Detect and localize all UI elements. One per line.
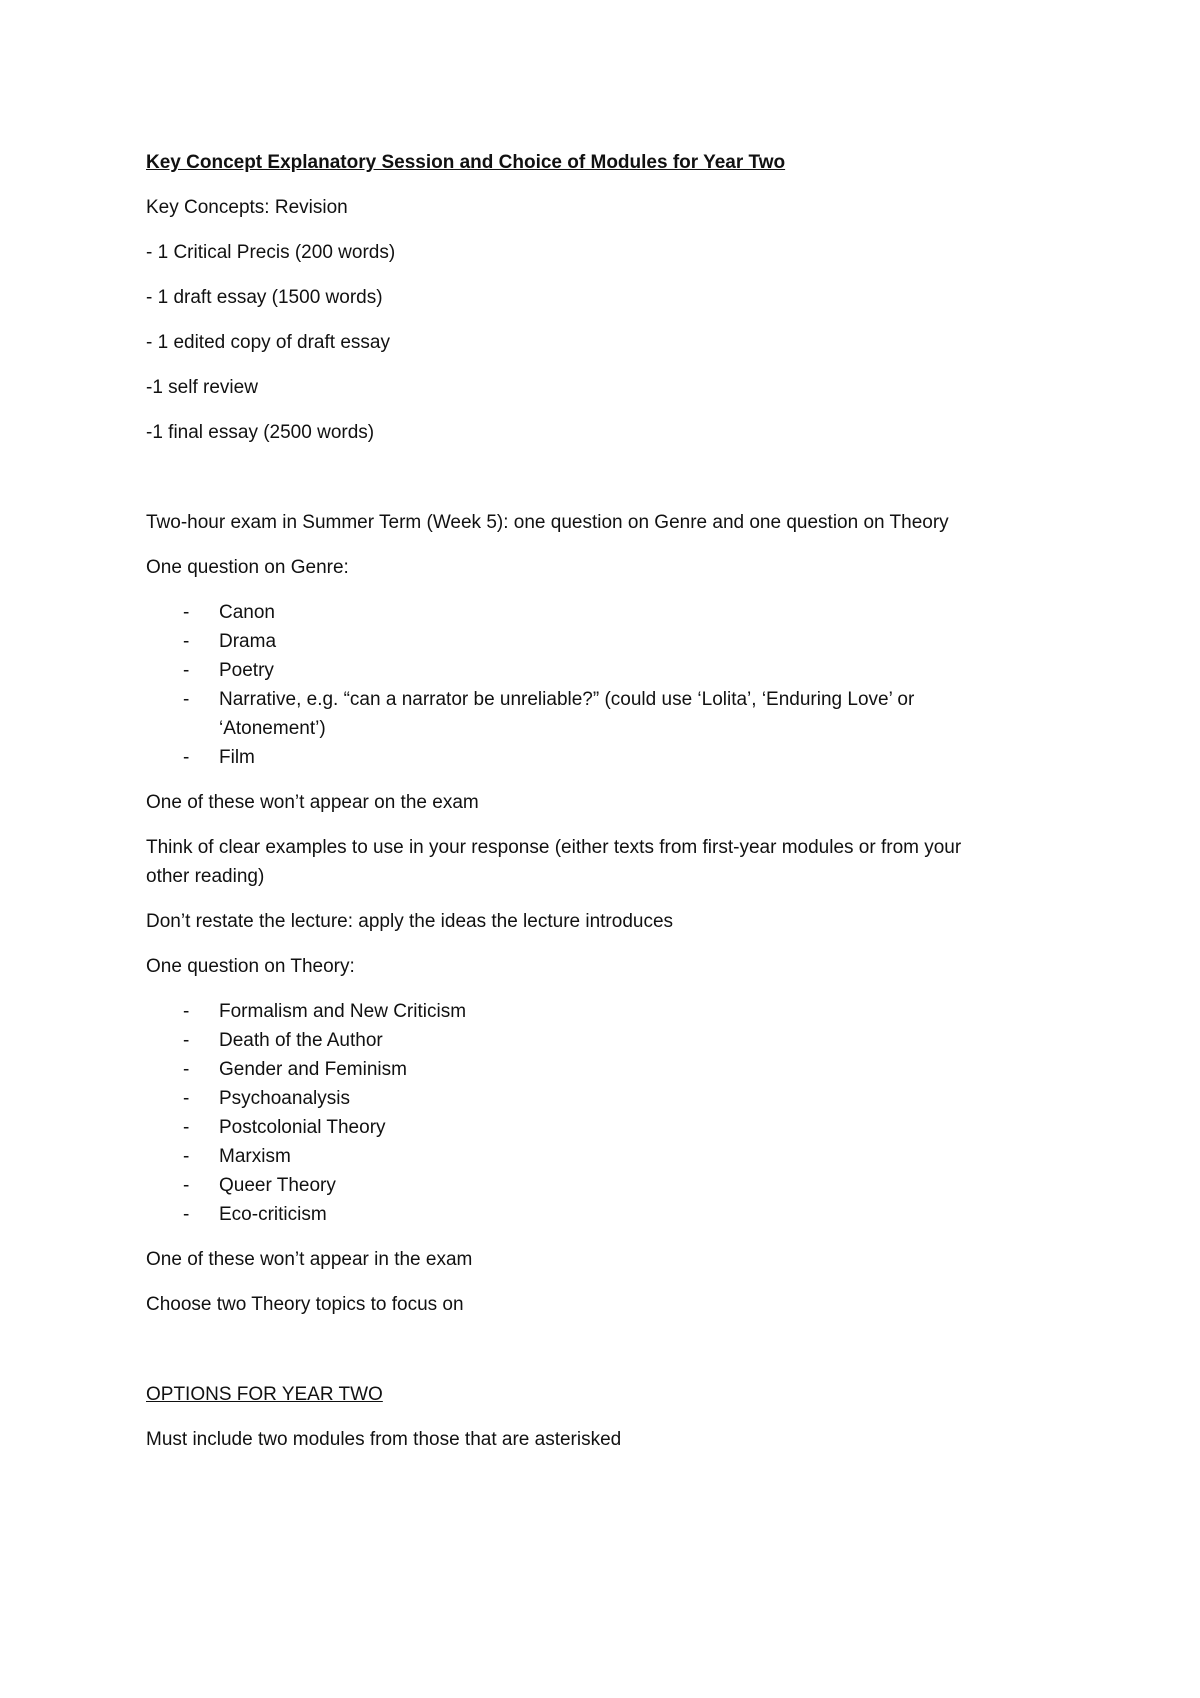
theory-heading: One question on Theory: xyxy=(146,956,355,977)
list-item xyxy=(146,685,1046,743)
list-item xyxy=(146,1142,1046,1171)
list-marker: - xyxy=(183,1030,190,1051)
list-marker: - xyxy=(183,1001,190,1022)
revision-item: - 1 edited copy of draft essay xyxy=(146,332,390,353)
key-concepts-heading: Key Concepts: Revision xyxy=(146,197,348,218)
list-item xyxy=(146,1084,1046,1113)
list-marker: - xyxy=(183,1146,190,1167)
genre-item: Film xyxy=(219,747,255,768)
theory-item: Gender and Feminism xyxy=(219,1059,407,1080)
list-marker: - xyxy=(183,1175,190,1196)
exam-intro: Two-hour exam in Summer Term (Week 5): one question on Genre and one question on Theory xyxy=(146,512,949,533)
list-item xyxy=(146,656,1046,685)
genre-item: Poetry xyxy=(219,660,274,681)
document-title: Key Concept Explanatory Session and Choice of Modules for Year Two xyxy=(146,152,786,173)
genre-item: Narrative, e.g. “can a narrator be unreliable?” (could use ‘Lolita’, ‘Enduring Love’ or ‘Atonement’) xyxy=(219,689,915,739)
theory-item: Formalism and New Criticism xyxy=(219,1001,467,1022)
genre-item: Drama xyxy=(219,631,277,652)
genre-heading: One question on Genre: xyxy=(146,557,349,578)
list-item xyxy=(146,627,1046,656)
list-item xyxy=(146,743,1046,772)
list-item xyxy=(146,997,1046,1026)
theory-item: Postcolonial Theory xyxy=(219,1117,386,1138)
spacer xyxy=(146,463,1046,508)
theory-item: Queer Theory xyxy=(219,1175,336,1196)
examples-note: Think of clear examples to use in your response (either texts from first-year modules or from your other reading) xyxy=(146,837,962,887)
theory-note: One of these won’t appear in the exam xyxy=(146,1249,473,1270)
list-marker: - xyxy=(183,689,190,710)
theory-item: Psychoanalysis xyxy=(219,1088,350,1109)
list-item xyxy=(146,1026,1046,1055)
list-marker: - xyxy=(183,747,190,768)
theory-item: Death of the Author xyxy=(219,1030,383,1051)
theory-item: Eco-criticism xyxy=(219,1204,327,1225)
spacer xyxy=(146,1335,1046,1380)
revision-item: -1 final essay (2500 words) xyxy=(146,422,375,443)
theory-choice: Choose two Theory topics to focus on xyxy=(146,1294,464,1315)
list-marker: - xyxy=(183,1059,190,1080)
list-marker: - xyxy=(183,1088,190,1109)
genre-note: One of these won’t appear on the exam xyxy=(146,792,479,813)
list-item xyxy=(146,1113,1046,1142)
revision-item: - 1 Critical Precis (200 words) xyxy=(146,242,396,263)
genre-item: Canon xyxy=(219,602,275,623)
revision-item: - 1 draft essay (1500 words) xyxy=(146,287,383,308)
list-marker: - xyxy=(183,660,190,681)
list-item xyxy=(146,1200,1046,1229)
theory-item: Marxism xyxy=(219,1146,291,1167)
options-heading: OPTIONS FOR YEAR TWO xyxy=(146,1384,383,1405)
lecture-note: Don’t restate the lecture: apply the ideas the lecture introduces xyxy=(146,911,674,932)
theory-list xyxy=(146,997,1046,1229)
document-body xyxy=(146,148,1046,1470)
list-marker: - xyxy=(183,1204,190,1225)
revision-item: -1 self review xyxy=(146,377,258,398)
list-item xyxy=(146,1171,1046,1200)
options-note: Must include two modules from those that are asterisked xyxy=(146,1429,622,1450)
list-marker: - xyxy=(183,1117,190,1138)
list-item xyxy=(146,598,1046,627)
revision-list xyxy=(146,238,1046,447)
genre-list xyxy=(146,598,1046,772)
list-marker: - xyxy=(183,602,190,623)
list-item xyxy=(146,1055,1046,1084)
list-marker: - xyxy=(183,631,190,652)
